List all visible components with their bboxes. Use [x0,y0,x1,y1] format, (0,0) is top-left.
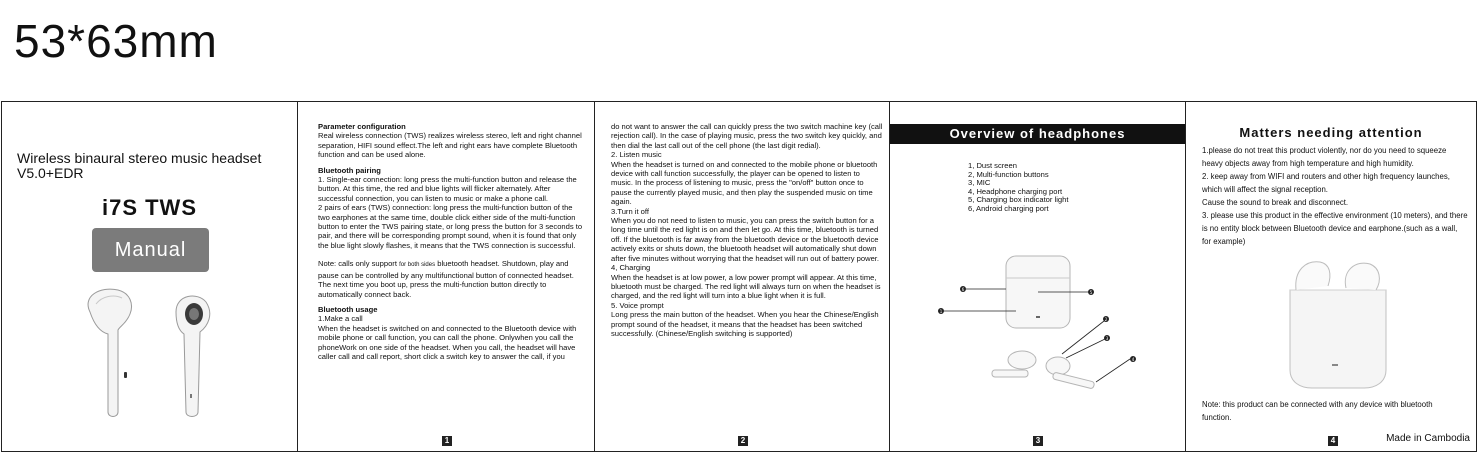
page-3-panel [889,102,1185,451]
overview-title: Overview of headphones [890,124,1185,144]
section-title-parameter: Parameter configuration [318,122,406,131]
subtitle-line-2: V5.0+EDR [17,165,84,181]
pairing-step-1: 1. Single-ear connection: long press the multi-function button and release the button. At this time, the red and blue lights will flicker alternately. After successful connection, you can listen to music or make a phone call. [318,175,577,203]
pairing-step-2: 2 pairs of ears (TWS) connection: long press the multi-function button of the two earphones at the same time, double click either side of the multi-function button to enter the TWS pairing state, or long press the button for 3 seconds to pair, and there will be corresponding prompt sound, when it is found that only the blue light slowly flashes, it means that the TWS connection is successful. [318,203,583,250]
callout-number: 5 [1089,290,1093,295]
section-title-usage: Bluetooth usage [318,304,378,314]
voice-prompt-title: 5. Voice prompt [611,300,664,310]
charging-text: When the headset is at low power, a low power prompt will appear. At this time, bluetooth must be charged. The red light will always turn on when the headset is charged, and the red light will turn into a blue light when it is full. [611,272,881,301]
made-in-label: Made in Cambodia [1386,433,1470,444]
product-subtitle [17,151,261,181]
section-title-pairing: Bluetooth pairing [318,165,381,175]
model-name: i7S TWS [101,195,197,220]
attention-list [1202,144,1468,248]
voice-prompt-text: Long press the main button of the headset. When you hear the Chinese/English prompt sound of the headset, it means that the headset has been switched successfully. (Chinese/English switching is supported) [611,310,879,338]
part-item: 2, Multi-function buttons [968,169,1049,179]
charging-title: 4, Charging [611,263,651,273]
usage-1-text: When the headset is switched on and connected to the Bluetooth device with mobile phone or call function, you can call the phone. Onlywhen you call the phoneWork on one side of the headset. When you call, the headset will have caller call and call report, short click a switch key to answer the call, if you [318,323,577,361]
attention-title: Matters needing attention [1239,125,1423,140]
charging-case-image [1276,252,1401,392]
page-1-panel [297,102,594,451]
page-1-text [318,122,584,361]
part-item: 6, Android charging port [968,203,1049,213]
earbuds-image [80,284,220,424]
callout-number: 3 [1105,336,1109,341]
part-item: 3, MIC [968,178,991,188]
callout-number: 1 [939,309,943,314]
parts-list [968,162,1068,214]
usage-1-title: 1.Make a call [318,314,363,324]
note-part-a: Note: calls only support [318,259,397,269]
attention-item-3: 3. please use this product in the effective environment (10 meters), and there is no entity block between Bluetooth device and earphone.(such as a wall, for example) [1202,211,1468,246]
calls-note [318,259,584,299]
page-number: 1 [442,436,452,446]
listen-music-title: 2. Listen music [611,150,662,160]
manual-sheet [1,101,1477,452]
page-4-panel [1185,102,1476,451]
callout-number: 6 [961,287,965,292]
cover-panel [2,102,297,451]
page-2-text [611,122,883,338]
subtitle-line-1: Wireless binaural stereo music headset [17,150,262,166]
note-part-b: for both sides [399,262,436,269]
turn-off-text: When you do not need to listen to music, you can press the switch button for a long time until the red light is on and then let go. At this time, bluetooth is turned off. If the bluetooth is far away from the bluetooth device or the bluetooth device actively exits or shuts down, the bluetooth headset will automatically shut down after five minutes without worrying that the headset will run out of battery power. [611,216,880,263]
attention-item-2: 2. keep away from WIFI and routers and other high frequency launches, which will affect the signal reception. [1202,172,1450,194]
page-number: 3 [1033,436,1043,446]
size-label: 53*63mm [14,15,218,67]
listen-music-text: When the headset is turned on and connected to the mobile phone or bluetooth device with call function successfully, the player can be opened to listen to music. In the process of listening to music, press the "on/off" button once to pause the currently played music, and then play the suspended music on time again. [611,159,878,207]
part-item: 5, Charging box indicator light [968,195,1069,205]
parameter-text: Real wireless connection (TWS) realizes wireless stereo, left and right channel separation, HIFI sound effect.The left and right ears have complete Bluetooth function and can be used alone. [318,131,582,160]
compatibility-note: Note: this product can be connected with any device with bluetooth function. [1202,400,1433,422]
attention-item-1: 1.please do not treat this product violently, nor do you need to squeeze heavy objects away from high temperature and high humidity. [1202,146,1447,168]
page-number: 2 [738,436,748,446]
callout-number: 2 [1104,317,1108,322]
call-continued-text: do not want to answer the call can quickly press the two switch machine key (call rejection call). In the case of playing music, press the two switch key quickly, and then dial the last call out of the cell phone (the last digit redial). [611,122,883,150]
manual-label: Manual [92,228,209,272]
callout-number: 4 [1131,357,1135,362]
headphones-diagram [930,248,1150,418]
note-part-c: bluetooth headset. Shutdown, play and pause can be controlled by any multifunctional button of connected headset. The next time you boot up, press the multi-function button directly to automatically connect back. [318,259,574,299]
page-number: 4 [1328,436,1338,446]
part-item: 4, Headphone charging port [968,186,1063,196]
page-2-panel [594,102,889,451]
attention-item-2b: Cause the sound to break and disconnect. [1202,198,1349,207]
part-item: 1, Dust screen [968,161,1017,170]
turn-off-title: 3.Turn it off [611,206,649,216]
